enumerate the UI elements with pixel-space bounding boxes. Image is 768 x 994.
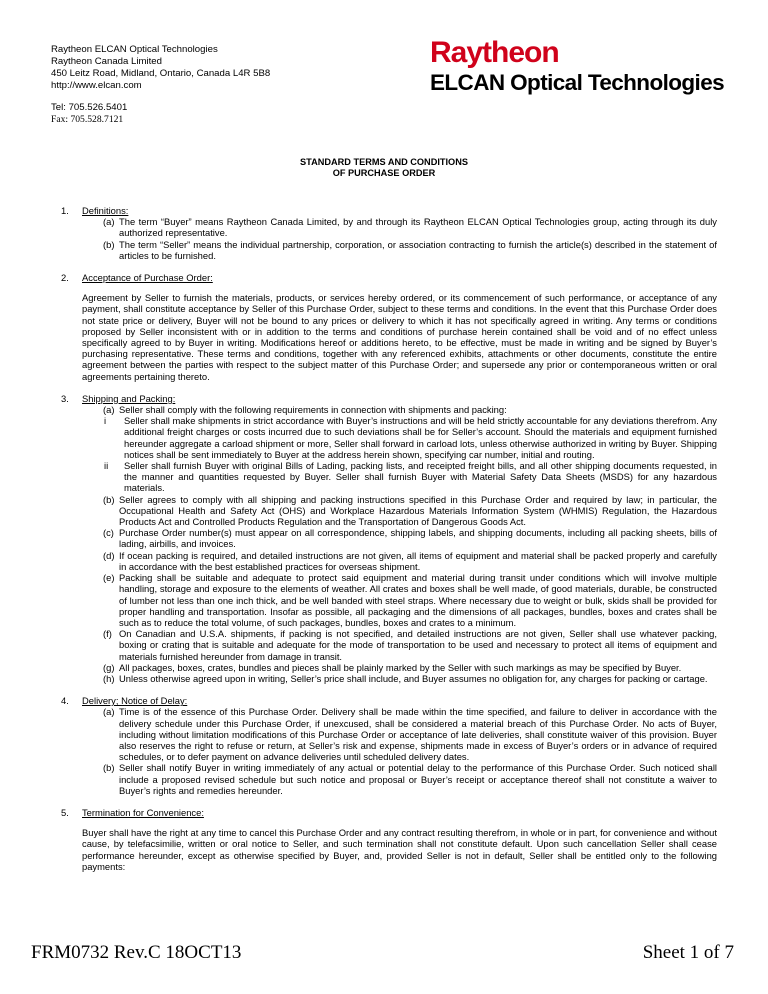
clause-text: Seller shall notify Buyer in writing immediately of any actual or potential delay to the performance of this Purchase Order. Such noticed shall include a proposed revised schedule but such notice and proposal or Buyer’s receipt or acceptance thereof shall not constitute a waiver to Buyer’s rights and remedies hereunder. [119,762,717,796]
fax: Fax: 705.528.7121 [51,114,124,125]
section-heading: Shipping and Packing: [82,392,176,404]
clause-label: (a) [103,706,115,718]
clause-text: On Canadian and U.S.A. shipments, if packing is not specified, and detailed instructions are not given, Seller shall use whatever packing, boxing or crating that is suitable and adequate for the mode of transportation to be used and necessary to protect all items of equipment and materials furnished hereunder from damage in transit. [119,628,717,662]
clause-text: The term “Seller” means the individual partnership, corporation, or association contracting to furnish the article(s) described in the statement of articles to be furnished. [119,238,717,261]
clause-item [82,762,717,796]
clause-item [82,404,717,415]
clause-text: The term “Buyer” means Raytheon Canada Limited, by and through its Raytheon ELCAN Optical Technologies group, acting through its duly authorized representative. [119,216,717,239]
section-number: 4. [61,695,69,707]
clause-label: (e) [103,572,115,584]
section-heading: Acceptance of Purchase Order: [82,272,213,284]
section-number: 3. [61,392,69,404]
clause-item [82,572,717,628]
section-number: 2. [61,272,69,284]
clause-item [82,239,717,261]
title-line-1: STANDARD TERMS AND CONDITIONS [300,157,468,167]
clause-item [82,662,717,673]
clause-text: Seller shall make shipments in strict accordance with Buyer’s instructions and will be held strictly accountable for any deviations therefrom. Any additional freight charges or costs incurred due to such deviations shall be for Seller’s account. Should the materials and equipment furnished hereunder aggregate a carload shipment or more, Seller shall forward in carload lots, unless otherwise authorized in writing by Buyer. Shipping notices shall be sent immediately to Buyer at the address herein shown, specifying car number, initial and routing. [124,415,717,460]
section-acceptance [51,272,717,382]
clause-text: Seller agrees to comply with all shipping and packing instructions specified in this Purchase Order and required by law; in particular, the Occupational Health and Safety Act (OHS) and Workplace Hazardous Materials Information System (WHMIS) Regulation, the Hazardous Products Act and Controlled Products Regulation and the Transportation of Dangerous Goods Act. [119,493,717,528]
sheet-number: Sheet 1 of 7 [642,942,734,963]
company-name: Raytheon ELCAN Optical Technologies [51,44,218,55]
section-paragraph: Agreement by Seller to furnish the materials, products, or services hereby ordered, or its commencement of such performance, or acceptance of any payment, shall constitute acceptance by Seller of this Purchase Order, subject to these terms and conditions. In the event that this Purchase Order does not state price or delivery, Buyer will not be bound to any prices or delivery to which it has not specifically agreed in writing. Any terms or conditions proposed by Seller inconsistent with or in addition to the terms and conditions of purchase herein contained shall be void and of no effect unless specifically agreed to by Buyer in writing. Modifications hereof or additions hereto, to be effective, must be made in writing and be signed by Buyer’s purchasing representative. These terms and conditions, together with any referenced exhibits, attachments or other documents, constitute the entire agreement between the parties with respect to the subject matter of this Purchase Order; and supersede any prior or contemporaneous written or oral agreements pertaining thereto. [82,292,717,382]
clause-item [82,550,717,572]
telephone: Tel: 705.526.5401 [51,102,128,113]
page-footer [31,942,734,964]
clause-item [82,706,717,762]
legal-name: Raytheon Canada Limited [51,56,162,67]
clause-item [82,673,717,684]
clause-text: If ocean packing is required, and detailed instructions are not given, all items of equipment and material shall be packed properly and carefully in accordance with the best established practices for overseas shipment. [119,549,717,572]
section-number: 1. [61,205,69,216]
clause-text: All packages, boxes, crates, bundles and pieces shall be plainly marked by the Seller with such markings as may be specified by Buyer. [119,661,682,673]
clause-text: Unless otherwise agreed upon in writing, Seller’s price shall include, and Buyer assumes no obligation for, any charges for packing or cartage. [119,672,708,684]
clause-label: (b) [103,238,115,250]
section-shipping [51,393,717,684]
clause-text: Seller shall comply with the following requirements in connection with shipments and packing: [119,404,507,416]
clause-item [82,494,717,528]
clause-label: (c) [103,527,114,539]
clause-text: Purchase Order number(s) must appear on all correspondence, shipping labels, and shipping documents, including all packing sheets, bills of lading, airbills, and invoices. [119,527,717,550]
company-address: 450 Leitz Road, Midland, Ontario, Canada L4R 5B8 [51,68,271,79]
logo-subtitle: ELCAN Optical Technologies [430,70,725,95]
clause-label: (a) [103,216,115,228]
section-number: 5. [61,806,69,818]
section-delivery [51,695,717,796]
raytheon-elcan-logo [430,38,730,95]
subclause-label: ii [104,460,109,472]
clause-text: Packing shall be suitable and adequate to protect said equipment and material during transit under conditions which will involve multiple handling, storage and exposure to the elements of weather. All crates and boxes shall be well made, of good materials, durable, be constructed of lumber not less than one inch thick, and be well banded with steel straps. Where necessary due to weight or bulk, skids shall be provided for proper handling and transportation. Insofar as possible, all packaging and the dimensions of all packages, bundles, boxes and crates shall be such as to reduce the total volume, of such packages, bundles, boxes and crates to a minimum. [119,572,717,628]
section-heading: Delivery; Notice of Delay: [82,695,188,707]
section-paragraph: Buyer shall have the right at any time to cancel this Purchase Order and any contract resulting therefrom, in whole or in part, for convenience and without cause, by telefacsimilie, written or oral notice to Seller, and such termination shall not constitute default. Upon such cancellation Seller shall cease performance hereunder, except as otherwise specified by Buyer, and, provided Seller is not in default, Seller shall be entitled only to the following payments: [82,827,717,872]
form-number: FRM0732 Rev.C 18OCT13 [31,942,242,963]
section-heading: Definitions: [82,205,129,216]
company-header [51,44,270,126]
section-heading: Termination for Convenience: [82,806,204,818]
section-definitions [51,205,717,261]
title-line-2: OF PURCHASE ORDER [332,168,436,178]
clause-label: (b) [103,493,115,505]
clause-label: (h) [103,672,115,684]
clause-label: (a) [103,404,115,416]
subclause-item [82,460,717,494]
clause-text: Seller shall furnish Buyer with original Bills of Lading, packing lists, and receipted freight bills, and all other shipping documents requested, in the manner and quantities requested by Buyer. Seller shall furnish Buyer with Material Safety Data Sheets (MSDS) for any hazardous materials. [124,460,717,494]
logo-brand: Raytheon [430,36,559,69]
website-link[interactable]: http://www.elcan.com [51,80,142,91]
document-title [0,157,768,179]
clause-label: (g) [103,661,115,673]
clause-text: Time is of the essence of this Purchase Order. Delivery shall be made within the time specified, and failure to deliver in accordance with the delivery schedule under this Purchase Order, if unexcused, shall be considered a material breach of this Purchase Order. No acts of Buyer, including without limitation modifications of this Purchase Order or acceptance of late deliveries, shall constitute waiver of this provision. Buyer also reserves the right to refuse or return, at Seller’s risk and expense, shipments made in excess of Buyer’s orders or in advance of required schedules, or to defer payment on advance deliveries until scheduled delivery dates. [119,706,717,763]
clause-item [82,628,717,662]
clause-label: (d) [103,549,115,561]
section-termination [51,807,717,872]
terms-body [51,205,717,883]
clause-label: (f) [103,628,112,640]
subclause-label: i [104,415,107,427]
clause-item [82,527,717,549]
clause-label: (b) [103,762,115,774]
subclause-item [82,415,717,460]
clause-item [82,216,717,238]
